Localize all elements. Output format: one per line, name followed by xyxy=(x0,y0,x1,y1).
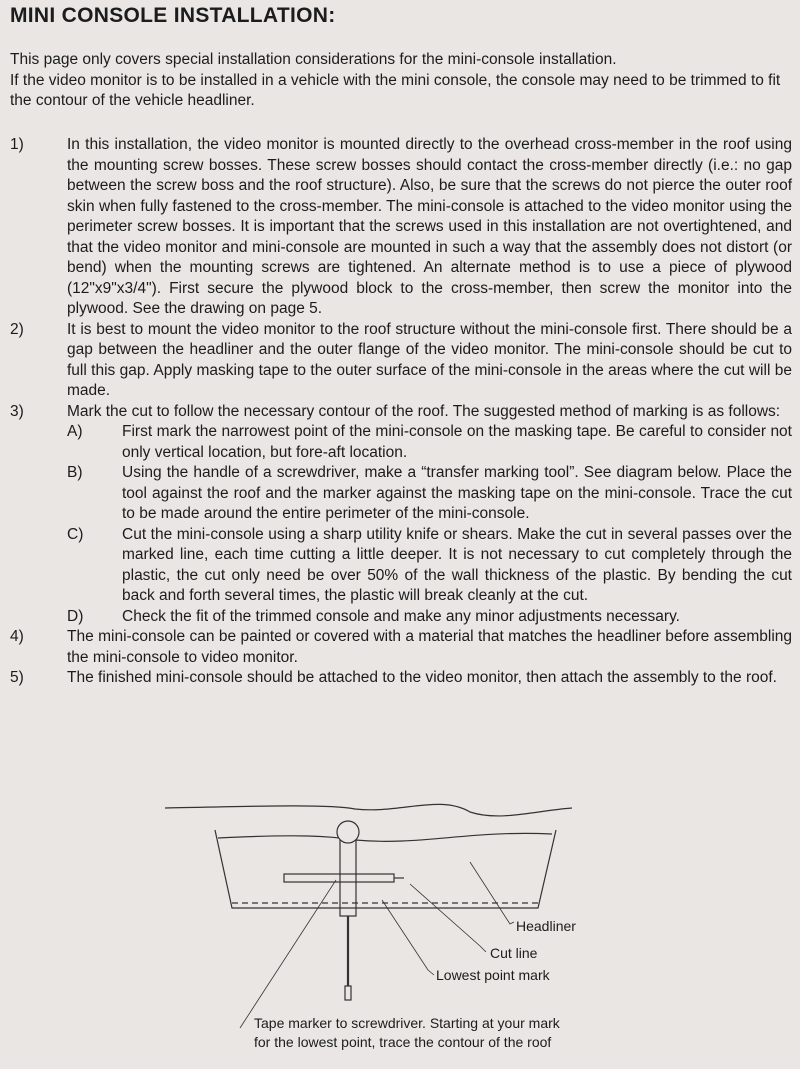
cut-line-label: Cut line xyxy=(490,945,538,961)
step-text: The mini-console can be painted or covered with a material that matches the headliner before assembling the mini-console to video monitor. xyxy=(67,628,792,666)
substep-letter: A) xyxy=(67,423,83,440)
cut-line-leader xyxy=(410,884,486,952)
step-number: 5) xyxy=(10,669,24,686)
substep-text: Using the handle of a screwdriver, make a “transfer marking tool”. See diagram below. Place the tool against the roof and the marker against the masking tape on the mini-console. Trace the cut to be made around the entire perimeter of the mini-console. xyxy=(122,464,792,522)
headliner-leader xyxy=(470,862,514,924)
substep-text: Cut the mini-console using a sharp utility knife or shears. Make the cut in several passes over the marked line, each time cutting a little deeper. It is not necessary to cut completely through the plastic, the cut only need be over 50% of the wall thickness of the plastic. By bending the cut back and forth several times, the plastic will break cleanly at the cut. xyxy=(122,525,792,604)
substep-letter: D) xyxy=(67,607,84,625)
substep-c xyxy=(67,525,792,607)
intro-line-1: This page only covers special installation considerations for the mini-console installation. xyxy=(10,51,617,68)
step-text: It is best to mount the video monitor to the roof structure without the mini-console first. There should be a gap between the headliner and the outer flange of the video monitor. The mini-console should be cut to full this gap. Apply masking tape to the outer surface of the mini-console in the areas where the cut will be made. xyxy=(67,320,792,399)
step-text: In this installation, the video monitor is mounted directly to the overhead cross-member in the roof using the mounting screw bosses. These screw bosses should contact the cross-member directly (i.e.: no gap between the screw boss and the roof structure). Also, be sure that the screws do not pierce the outer roof skin when fully fastened to the cross-member. The mini-console is attached to the video monitor using the perimeter screw bosses. It is important that the screws used in this installation are not overtightened, and that the video monitor and mini-console are mounted in such a way that the assembly does not distort (or bend) when the mounting screws are tightened. An alternate method is to use a piece of plywood (12"x9"x3/4"). First secure the plywood block to the cross-member, then screw the monitor into the plywood. See the drawing on page 5. xyxy=(67,136,792,317)
substep-text: First mark the narrowest point of the mini-console on the masking tape. Be careful to consider not only vertical location, but fore-aft location. xyxy=(122,423,792,461)
substep-a xyxy=(67,422,792,463)
substep-b xyxy=(67,463,792,525)
tape-marker-label-line-1: Tape marker to screwdriver. Starting at your mark xyxy=(254,1015,560,1031)
step-3 xyxy=(10,402,792,423)
lowest-point-label: Lowest point mark xyxy=(436,967,550,983)
step-number: 4) xyxy=(10,628,24,645)
substep-letter: B) xyxy=(67,464,83,481)
roof-line xyxy=(165,804,572,816)
step-number: 1) xyxy=(10,136,24,153)
step-4 xyxy=(10,627,792,668)
step-5 xyxy=(10,668,792,689)
marker-pen xyxy=(284,874,394,882)
substep-letter: C) xyxy=(67,525,84,543)
screwdriver-handle xyxy=(340,838,356,916)
step-text: Mark the cut to follow the necessary contour of the roof. The suggested method of marking is as follows: xyxy=(67,402,781,420)
intro-line-2: If the video monitor is to be installed in a vehicle with the mini console, the console may need to be trimmed to fit the contour of the vehicle headliner. xyxy=(10,71,781,109)
screwdriver-tip xyxy=(345,986,351,1000)
substep-text: Check the fit of the trimmed console and make any minor adjustments necessary. xyxy=(122,607,680,625)
page-title: MINI CONSOLE INSTALLATION: xyxy=(10,4,336,27)
step-2 xyxy=(10,320,792,402)
step-text: The finished mini-console should be attached to the video monitor, then attach the assembly to the roof. xyxy=(67,669,777,686)
tape-marker-leader xyxy=(240,880,336,1028)
headliner-label: Headliner xyxy=(516,918,576,934)
intro xyxy=(10,50,792,112)
screwdriver-knob xyxy=(337,821,359,843)
installation-steps xyxy=(10,135,792,689)
step-number: 2) xyxy=(10,320,24,338)
tape-marker-label-line-2: for the lowest point, trace the contour of the roof xyxy=(254,1034,552,1050)
lowest-point-leader xyxy=(382,900,434,975)
substep-d xyxy=(67,607,792,628)
step-number: 3) xyxy=(10,402,24,420)
headliner-line xyxy=(218,833,552,841)
step-1 xyxy=(10,135,792,320)
